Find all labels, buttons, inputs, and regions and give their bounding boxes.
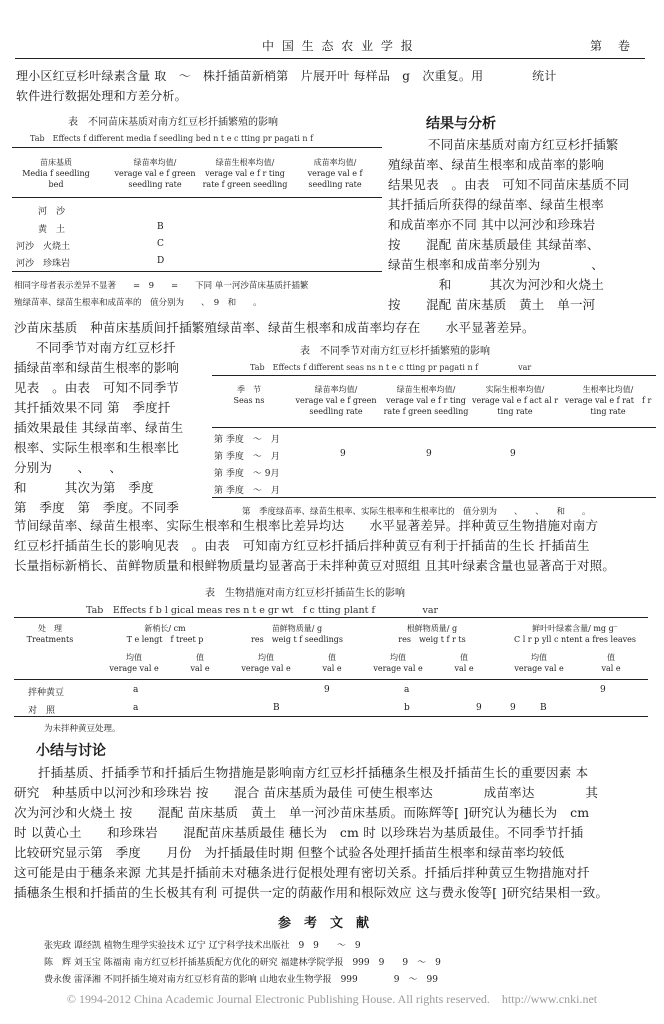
table2-title-en: Tab Effects f different seas ns n t e c tting pr pagati n f var: [250, 363, 532, 372]
table1-cell-media: 河沙 珍珠岩: [16, 259, 71, 269]
table2-header-ratio: 生根率比均值/ verage val e f rat f r ting rate: [564, 385, 652, 416]
table2-note: 第 季度绿苗率、绿苗生根率、实际生根率和生根率比的 值分别为 、 、 和 。: [242, 507, 591, 517]
table2-header-green: 绿苗率均值/ verage val e f green seedling rate: [295, 385, 377, 416]
table3-header-shoot: 新梢长/ cm T e lengt f treet p: [126, 624, 204, 644]
table1-cell-media: 河沙 火烧土: [16, 242, 71, 252]
reference-item: 张宪政 谭经凯 植物生理学实验技术 辽宁 辽宁科学技术出版社 9 9 ～ 9: [44, 941, 361, 951]
journal-title: 中 国 生 态 农 业 学 报: [262, 39, 415, 53]
results-line: 和 其次为河沙和火烧土: [388, 277, 604, 292]
table3-cell-treatment: 拌种黄豆: [28, 688, 65, 698]
table3-cell: b: [404, 703, 410, 713]
table3-title-cn: 表 生物措施对南方红豆杉扦插苗生长的影响: [205, 588, 405, 599]
table3-subheader-mean: 均值 verage val e: [514, 653, 564, 673]
conclusion-line: 次为河沙和火烧土 按 混配 苗床基质 黄土 单一河沙苗床基质。而陈辉等[ ]研究认为穗长为 cm: [14, 805, 590, 820]
results-line: 按 混配 苗床基质 黄土 单一河: [388, 297, 596, 312]
table1-cell-green: B: [157, 222, 164, 232]
table3-subheader-mean: 均值 verage val e: [373, 653, 423, 673]
table1-cell-media: 河 沙: [38, 207, 66, 217]
table3-cell: 9: [510, 703, 516, 713]
seasons-line: 插效果最佳 其绿苗率、绿苗生: [14, 420, 184, 435]
table1-title-en: Tab Effects f different media f seedling bed n t e c tting pr pagati n f: [30, 134, 314, 143]
results-line: 不同苗床基质对南方红豆杉扦插繁: [428, 137, 619, 152]
table3-cell: a: [404, 685, 410, 695]
table1-title-cn: 表 不同苗床基质对南方红豆杉扦插繁殖的影响: [68, 117, 278, 128]
results-line: 按 混配 苗床基质最佳 其绿苗率、: [388, 237, 600, 252]
seasons-line: 插绿苗率和绿苗生根率的影响: [14, 360, 180, 375]
table3-note: 为未拌种黄豆处理。: [44, 724, 121, 734]
results-line: 绿苗生根率和成苗率分别为 、: [388, 257, 604, 272]
table2-title-cn: 表 不同季节对南方红豆杉扦插繁殖的影响: [300, 346, 490, 357]
table1-cell-green: C: [157, 239, 164, 249]
table3-cell: B: [540, 703, 547, 713]
table3-subheader-mean: 均值 verage val e: [241, 653, 291, 673]
conclusion-line: 时 以黄心土 和珍珠岩 混配苗床基质最佳 穗长为 cm 时 以珍珠岩为基质最佳。不同季节扦插: [14, 825, 584, 840]
table2-cell-value: 9: [510, 449, 516, 459]
results-full-line: [14, 318, 535, 338]
table3-header-root-mass: 根鲜物质量/ g res weig t f r ts: [398, 624, 466, 644]
table1-top-rule: [12, 147, 382, 148]
table2-cell-value: 9: [340, 449, 346, 459]
conclusion-line: 研究 种基质中以河沙和珍珠岩 按 混合 苗床基质为最佳 可使生根率达 成苗率达 其: [14, 785, 599, 800]
table3-subheader-value: 值 val e: [601, 653, 621, 673]
table3-mid-rule: [14, 679, 648, 680]
table3-cell: 9: [324, 685, 330, 695]
conclusion-line: 插穗条生根和扦插苗的生长极其有利 可提供一定的荫蔽作用和根际效应 这与费永俊等[ ]研究结果相一致。: [14, 885, 609, 900]
results-line: 殖绿苗率、绿苗生根率和成苗率的影响: [388, 157, 604, 172]
table2-cell-season: 第 季度 ～ 月: [214, 435, 280, 445]
table2-cell-value: 9: [426, 449, 432, 459]
seasons-line: 不同季节对南方红豆杉扦: [36, 340, 176, 355]
continuation-line: 节间绿苗率、绿苗生根率、实际生根率和生根率比差异均达 水平显著差异。拌种黄豆生物措施对南方: [14, 518, 599, 533]
table1-header-media: 苗床基质 Media f seedling bed: [22, 158, 90, 189]
table1-note: 相同字母者表示差异不显著 = 9 = 下同 单一河沙苗床基质扦插繁: [14, 281, 309, 291]
volume-label: 第 卷: [590, 39, 633, 53]
intro-line: 理小区红豆杉叶绿素含量 取 ～ 株扦插苗新梢第 片展开叶 每样品 g 次重复。用 统计: [16, 69, 557, 83]
table3-cell: 9: [600, 685, 606, 695]
conclusion-paragraph: [14, 763, 608, 903]
table3-cell: a: [133, 703, 139, 713]
results-line: 结果见表 。由表 可知不同苗床基质不同: [388, 177, 630, 192]
table1-mid-rule: [12, 197, 382, 198]
table1-header-rooting: 绿苗生根率均值/ verage val e f r ting rate f green seedling: [202, 158, 288, 189]
results-right-column: [388, 135, 629, 315]
seasons-line: 第 季度 第 季度。不同季: [14, 500, 180, 515]
table3-cell: 9: [476, 703, 482, 713]
table3-cell: a: [133, 685, 139, 695]
table3-title-en: Tab Effects f b l gical meas res n t e gr wt f c tting plant f var: [86, 605, 439, 616]
intro-paragraph: [16, 66, 557, 106]
references-heading: 参 考 文 献: [278, 916, 370, 931]
continuation-paragraph: [14, 516, 615, 576]
table1-header-seedling: 成苗率均值/ verage val e f seedling rate: [307, 158, 363, 189]
table1-cell-green: D: [157, 256, 165, 266]
table2-cell-season: 第 季度 ～ 月: [214, 452, 280, 462]
table2-bottom-rule: [212, 497, 656, 498]
results-line: 和成苗率亦不同 其中以河沙和珍珠岩: [388, 217, 596, 232]
continuation-line: 红豆杉扦插苗生长的影响见表 。由表 可知南方红豆杉扦插后拌种黄豆有利于扦插苗的生长 扦插苗生: [14, 538, 590, 553]
table3-top-rule: [14, 617, 648, 618]
reference-item: 陈 辉 刘玉宝 陈福南 南方红豆杉扦插基质配方优化的研究 福建林学院学报 999 9 9 ～ 9: [44, 958, 441, 968]
seasons-line: 见表 。由表 可知不同季节: [14, 380, 180, 395]
table2-cell-season: 第 季度 ～ 月: [214, 486, 280, 496]
table3-header-seedling-mass: 苗鲜物质量/ g res weig t f seedlings: [251, 624, 343, 644]
reference-item: 费永俊 雷泽湘 不同扦插生境对南方红豆杉育苗的影响 山地农业生物学报 999 9 ～ 99: [44, 975, 438, 985]
continuation-line: 长量指标新梢长、苗鲜物质量和根鲜物质量均显著高于未拌种黄豆对照组 且其叶绿素含量也显著高于对照。: [14, 558, 616, 573]
results-heading: 结果与分析: [426, 116, 496, 132]
table2-cell-season: 第 季度 ～ 9月: [214, 469, 280, 479]
table3-subheader-mean: 均值 verage val e: [109, 653, 159, 673]
table3-cell-treatment: 对 照: [28, 706, 56, 716]
copyright-footer: © 1994-2012 China Academic Journal Electronic Publishing House. All rights reserved. http://www.cnki.net: [66, 992, 598, 1006]
conclusion-line: 这可能是由于穗条来源 尤其是扦插前未对穗条进行促根处理有密切关系。扦插后拌种黄豆生物措施对扦: [14, 865, 590, 880]
table3-header-chlorophyll: 鲜叶叶绿素含量/ mg g⁻ C l r p yll c ntent a fres leaves: [514, 624, 636, 644]
intro-line: 软件进行数据处理和方差分析。: [16, 89, 187, 103]
table2-top-rule: [212, 375, 656, 376]
table3-subheader-value: 值 val e: [454, 653, 474, 673]
seasons-line: 根率、实际生根率和生根率比: [14, 440, 180, 455]
header-rule: [15, 58, 645, 59]
table3-bottom-rule: [14, 716, 648, 717]
table1-bottom-rule: [12, 271, 382, 272]
table2-header-actual: 实际生根率均值/ verage val e f act al r ting rate: [471, 385, 559, 416]
seasons-line: 其扦插效果不同 第 季度扦: [14, 400, 171, 415]
results-line: 其扦插后所获得的绿苗率、绿苗生根率: [388, 197, 604, 212]
table1-note: 殖绿苗率、绿苗生根率和成苗率的 值分别为 、 9 和 。: [14, 298, 262, 308]
table3-subheader-value: 值 val e: [322, 653, 342, 673]
seasons-line: 分别为 、 、: [14, 460, 123, 475]
seasons-line: 和 其次为第 季度: [14, 480, 154, 495]
conclusion-line: 扦插基质、扦插季节和扦插后生物措施是影响南方红豆杉扦插穗条生根及扦插苗生长的重要因素 本: [38, 765, 589, 780]
conclusion-heading: 小结与讨论: [36, 743, 106, 759]
table1-cell-media: 黄 土: [38, 225, 66, 235]
table3-subheader-value: 值 val e: [190, 653, 210, 673]
conclusion-line: 比较研究显示第 季度 月份 为扦插最佳时期 但整个试验各处理扦插苗生根率和绿苗率均较低: [14, 845, 565, 860]
table2-mid-rule: [212, 427, 656, 428]
table3-header-treatment: 处 理 Treatments: [26, 624, 74, 644]
seasons-left-column: [14, 338, 183, 518]
table2-header-season: 季 节 Seas ns: [233, 385, 265, 405]
results-line: 沙苗床基质 种苗床基质间扦插繁殖绿苗率、绿苗生根率和成苗率均存在 水平显著差异。: [14, 320, 535, 335]
table1-header-green: 绿苗率均值/ verage val e f green seedling rate: [114, 158, 196, 189]
table2-header-rooting: 绿苗生根率均值/ verage val e f r ting rate f green seedling: [383, 385, 469, 416]
table3-cell: B: [273, 703, 280, 713]
